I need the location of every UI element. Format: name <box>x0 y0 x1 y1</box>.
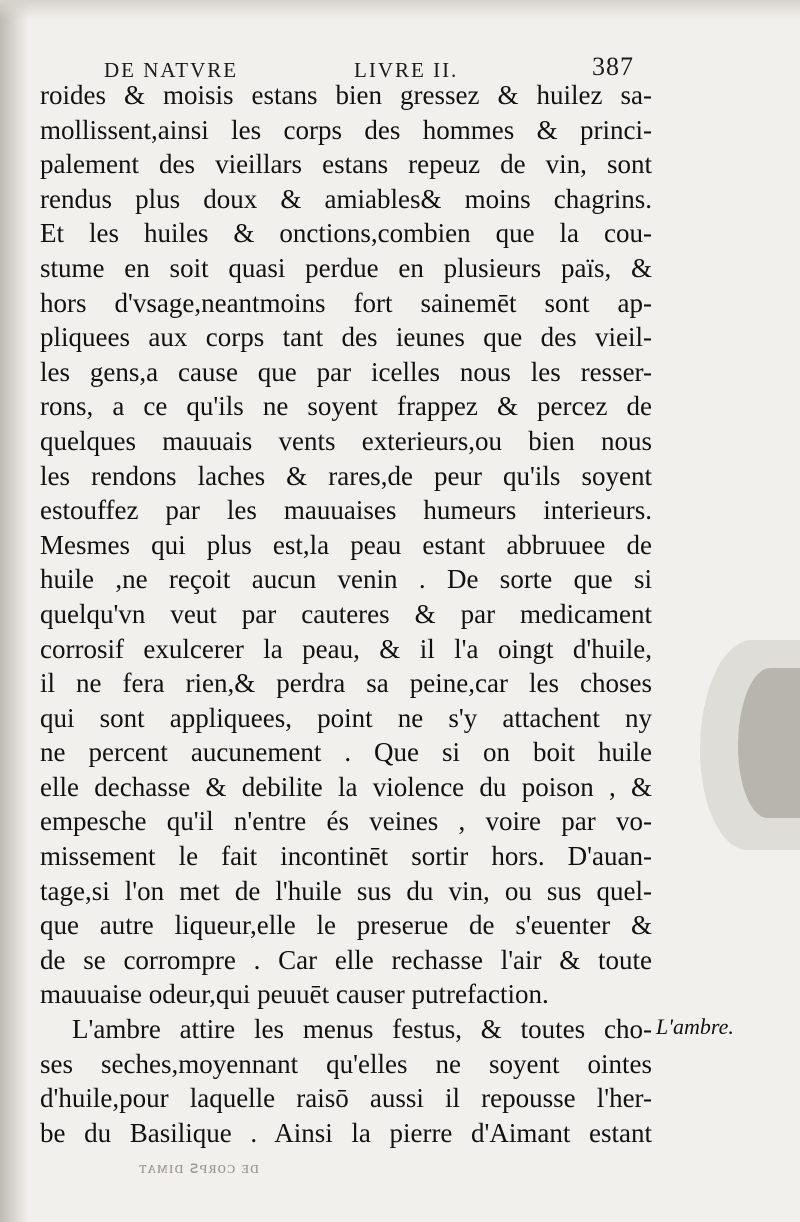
running-head-book: LIVRE II. <box>354 58 459 82</box>
text-line: tage,si l'on met de l'huile sus du vin, ou sus quel- <box>40 875 652 906</box>
text-line: qui sont appliquees, point ne s'y attachent ny <box>40 702 652 733</box>
text-line: d'huile,pour laquelle raisō aussi il repousse l'her- <box>40 1083 652 1114</box>
text-line: Mesmes qui plus est,la peau estant abbruuee de <box>40 529 652 560</box>
text-line: rendus plus doux & amiables& moins chagrins. <box>40 183 652 214</box>
water-stain <box>738 668 800 818</box>
text-line: missement le fait incontinēt sortir hors. D'auan- <box>40 841 652 872</box>
text-line: mollissent,ainsi les corps des hommes & princi- <box>40 114 652 145</box>
bleed-through-text: ᴅᴇ ᴄᴏʀᴘꜱ ᴅɪᴍᴀᴛ <box>138 1158 259 1177</box>
text-line: estouffez par les mauuaises humeurs interieurs. <box>40 495 652 526</box>
text-line: quelqu'vn veut par cauteres & par medicament <box>40 598 652 629</box>
text-line: mauuaise odeur,qui peuuēt causer putrefaction. <box>40 979 549 1010</box>
top-shadow <box>0 0 800 20</box>
text-line-paragraph-start: L'ambre attire les menus festus, & toutes cho- <box>72 1014 652 1045</box>
text-line: empesche qu'il n'entre és veines , voire par vo- <box>40 806 652 837</box>
text-line: pliquees aux corps tant des ieunes que des vieil- <box>40 322 652 353</box>
text-line: il ne fera rien,& perdra sa peine,car les choses <box>40 668 652 699</box>
body-text <box>40 78 652 1150</box>
marginal-note: L'ambre. <box>656 1014 734 1039</box>
text-line: corrosif exulcerer la peau, & il l'a oingt d'huile, <box>40 633 652 664</box>
text-line: les rendons laches & rares,de peur qu'ils soyent <box>40 460 652 491</box>
text-line: stume en soit quasi perdue en plusieurs païs, & <box>40 252 652 283</box>
text-line: ses seches,moyennant qu'elles ne soyent ointes <box>40 1048 652 1079</box>
text-line: palement des vieillars estans repeuz de vin, sont <box>40 149 652 180</box>
text-line: hors d'vsage,neantmoins fort sainemēt sont ap- <box>40 287 652 318</box>
text-line: be du Basilique . Ainsi la pierre d'Aimant estant <box>40 1117 652 1148</box>
running-head-title: DE NATVRE <box>104 58 239 82</box>
text-line: les gens,a cause que par icelles nous les resser- <box>40 356 652 387</box>
gutter-shadow <box>0 0 28 1222</box>
text-line: roides & moisis estans bien gressez & huilez sa- <box>40 80 652 110</box>
text-line: quelques mauuais vents exterieurs,ou bien nous <box>40 425 652 456</box>
text-line: Et les huiles & onctions,combien que la cou- <box>40 218 652 249</box>
page-number: 387 <box>592 52 634 81</box>
text-line: rons, a ce qu'ils ne soyent frappez & percez de <box>40 391 652 422</box>
text-line: que autre liqueur,elle le preserue de s'euenter & <box>40 910 652 941</box>
text-line: de se corrompre . Car elle rechasse l'air & toute <box>40 944 652 975</box>
text-line: elle dechasse & debilite la violence du poison , & <box>40 771 652 802</box>
text-line: huile ,ne reçoit aucun venin . De sorte que si <box>40 564 652 595</box>
text-line: ne percent aucunement . Que si on boit huile <box>40 737 652 768</box>
